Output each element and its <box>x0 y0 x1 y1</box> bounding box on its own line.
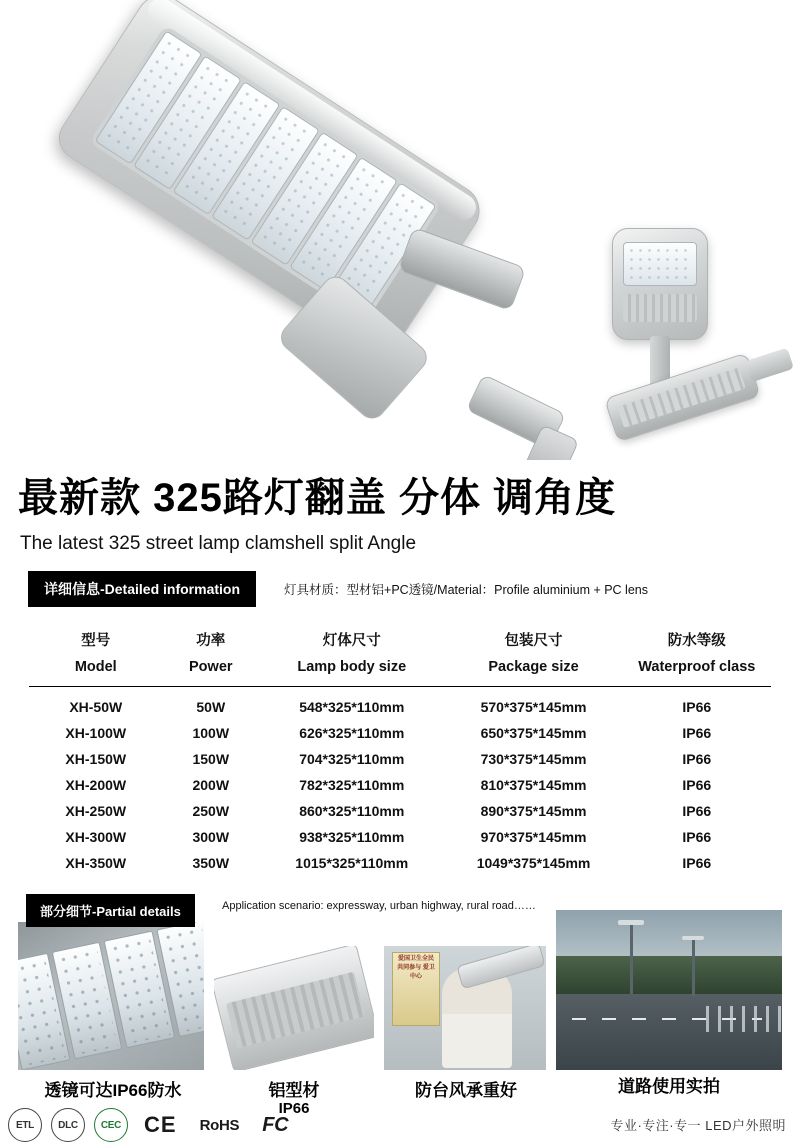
partial-details-badge: 部分细节-Partial details <box>26 894 195 927</box>
cell-power: 200W <box>192 776 230 793</box>
caption-road: 道路使用实拍 <box>618 1076 720 1096</box>
table-row <box>29 772 771 798</box>
header-waterproof-cn: 防水等级 <box>667 633 726 649</box>
cell-model: XH-150W <box>65 750 127 767</box>
header-packsize-en: Package size <box>445 655 623 686</box>
cell-power: 150W <box>192 750 230 767</box>
cell-power: 100W <box>192 724 230 741</box>
cell-packsize: 970*375*145mm <box>480 828 587 845</box>
large-street-lamp-graphic <box>30 40 550 420</box>
cell-lampsize: 626*325*110mm <box>299 724 405 741</box>
lens-module-array <box>89 25 442 322</box>
cell-packsize: 570*375*145mm <box>480 698 587 715</box>
caption-profile: 铝型材 <box>268 1080 320 1100</box>
application-scenario-text: Application scenario: expressway, urban highway, rural road…… <box>222 899 536 912</box>
cert-cec-icon: CEC <box>94 1108 128 1142</box>
lamp-housing <box>50 0 489 362</box>
cert-etl-icon: ETL <box>8 1108 42 1142</box>
caption-profile-sub: IP66 <box>278 1099 310 1117</box>
page-title-cn: 最新款 325路灯翻盖 分体 调角度 <box>18 476 617 520</box>
cell-waterproof: IP66 <box>682 802 712 819</box>
cell-power: 300W <box>192 828 230 845</box>
cell-lampsize: 548*325*110mm <box>299 698 405 715</box>
table-row <box>29 798 771 824</box>
brand-slogan: 专业·专注·专一 LED户外照明 <box>610 1118 786 1133</box>
cell-waterproof: IP66 <box>682 776 712 793</box>
table-header-en <box>29 655 771 686</box>
cell-packsize: 890*375*145mm <box>480 802 587 819</box>
table-header-cn <box>29 629 771 655</box>
specification-table <box>29 629 771 876</box>
material-note: 灯具材质：型材铝+PC透镜/Material：Profile aluminium + PC lens <box>284 583 648 597</box>
header-lampsize-cn: 灯体尺寸 <box>322 633 381 649</box>
cell-model: XH-50W <box>69 698 123 715</box>
cert-fc-icon: FC <box>262 1113 289 1136</box>
cert-ce-icon: CE <box>144 1112 177 1137</box>
cell-waterproof: IP66 <box>682 750 712 767</box>
cell-packsize: 650*375*145mm <box>480 724 587 741</box>
cell-packsize: 810*375*145mm <box>480 776 587 793</box>
header-packsize-cn: 包装尺寸 <box>504 633 563 649</box>
cert-rohs-icon: RoHS <box>199 1116 240 1134</box>
cell-waterproof: IP66 <box>682 698 712 715</box>
cell-model: XH-300W <box>65 828 127 845</box>
poster-text: 爱国卫生全民 共同参与 爱卫中心 <box>397 955 435 980</box>
cell-lampsize: 938*325*110mm <box>299 828 405 845</box>
cell-model: XH-250W <box>65 802 127 819</box>
header-power-en: Power <box>163 655 259 686</box>
photo-road-installation <box>556 910 782 1070</box>
table-row <box>29 746 771 772</box>
header-model-cn: 型号 <box>81 633 111 649</box>
photo-installation <box>384 946 546 1070</box>
detailed-information-badge: 详细信息-Detailed information <box>28 571 256 607</box>
header-model-en: Model <box>29 655 163 686</box>
footer <box>0 1098 800 1146</box>
cell-power: 50W <box>196 698 226 715</box>
hero-product-image <box>0 0 800 460</box>
cell-model: XH-200W <box>65 776 127 793</box>
cell-packsize: 730*375*145mm <box>480 750 587 767</box>
page-title-en: The latest 325 street lamp clamshell split Angle <box>20 533 417 554</box>
cell-packsize: 1049*375*145mm <box>476 854 591 871</box>
table-row <box>29 850 771 876</box>
header-power-cn: 功率 <box>196 633 226 649</box>
cell-model: XH-350W <box>65 854 127 871</box>
table-row <box>29 824 771 850</box>
table-row <box>29 686 771 720</box>
cell-power: 250W <box>192 802 230 819</box>
certification-badges <box>8 1108 295 1142</box>
cell-lampsize: 704*325*110mm <box>299 750 405 767</box>
photo-aluminium-profile <box>214 946 374 1070</box>
header-lampsize-en: Lamp body size <box>259 655 445 686</box>
cell-power: 350W <box>192 854 230 871</box>
partial-details-section <box>0 894 800 1124</box>
cell-lampsize: 860*325*110mm <box>299 802 405 819</box>
header-waterproof-en: Waterproof class <box>623 655 771 686</box>
caption-wind: 防台风承重好 <box>415 1080 517 1100</box>
cell-waterproof: IP66 <box>682 854 712 871</box>
caption-lens: 透镜可达IP66防水 <box>44 1080 182 1100</box>
cell-waterproof: IP66 <box>682 724 712 741</box>
cell-lampsize: 782*325*110mm <box>299 776 405 793</box>
detailed-information-row <box>28 571 800 607</box>
cell-waterproof: IP66 <box>682 828 712 845</box>
cert-dlc-icon: DLC <box>51 1108 85 1142</box>
cell-lampsize: 1015*325*110mm <box>295 854 409 871</box>
photo-lens-modules <box>18 922 204 1070</box>
cell-model: XH-100W <box>65 724 127 741</box>
table-row <box>29 720 771 746</box>
